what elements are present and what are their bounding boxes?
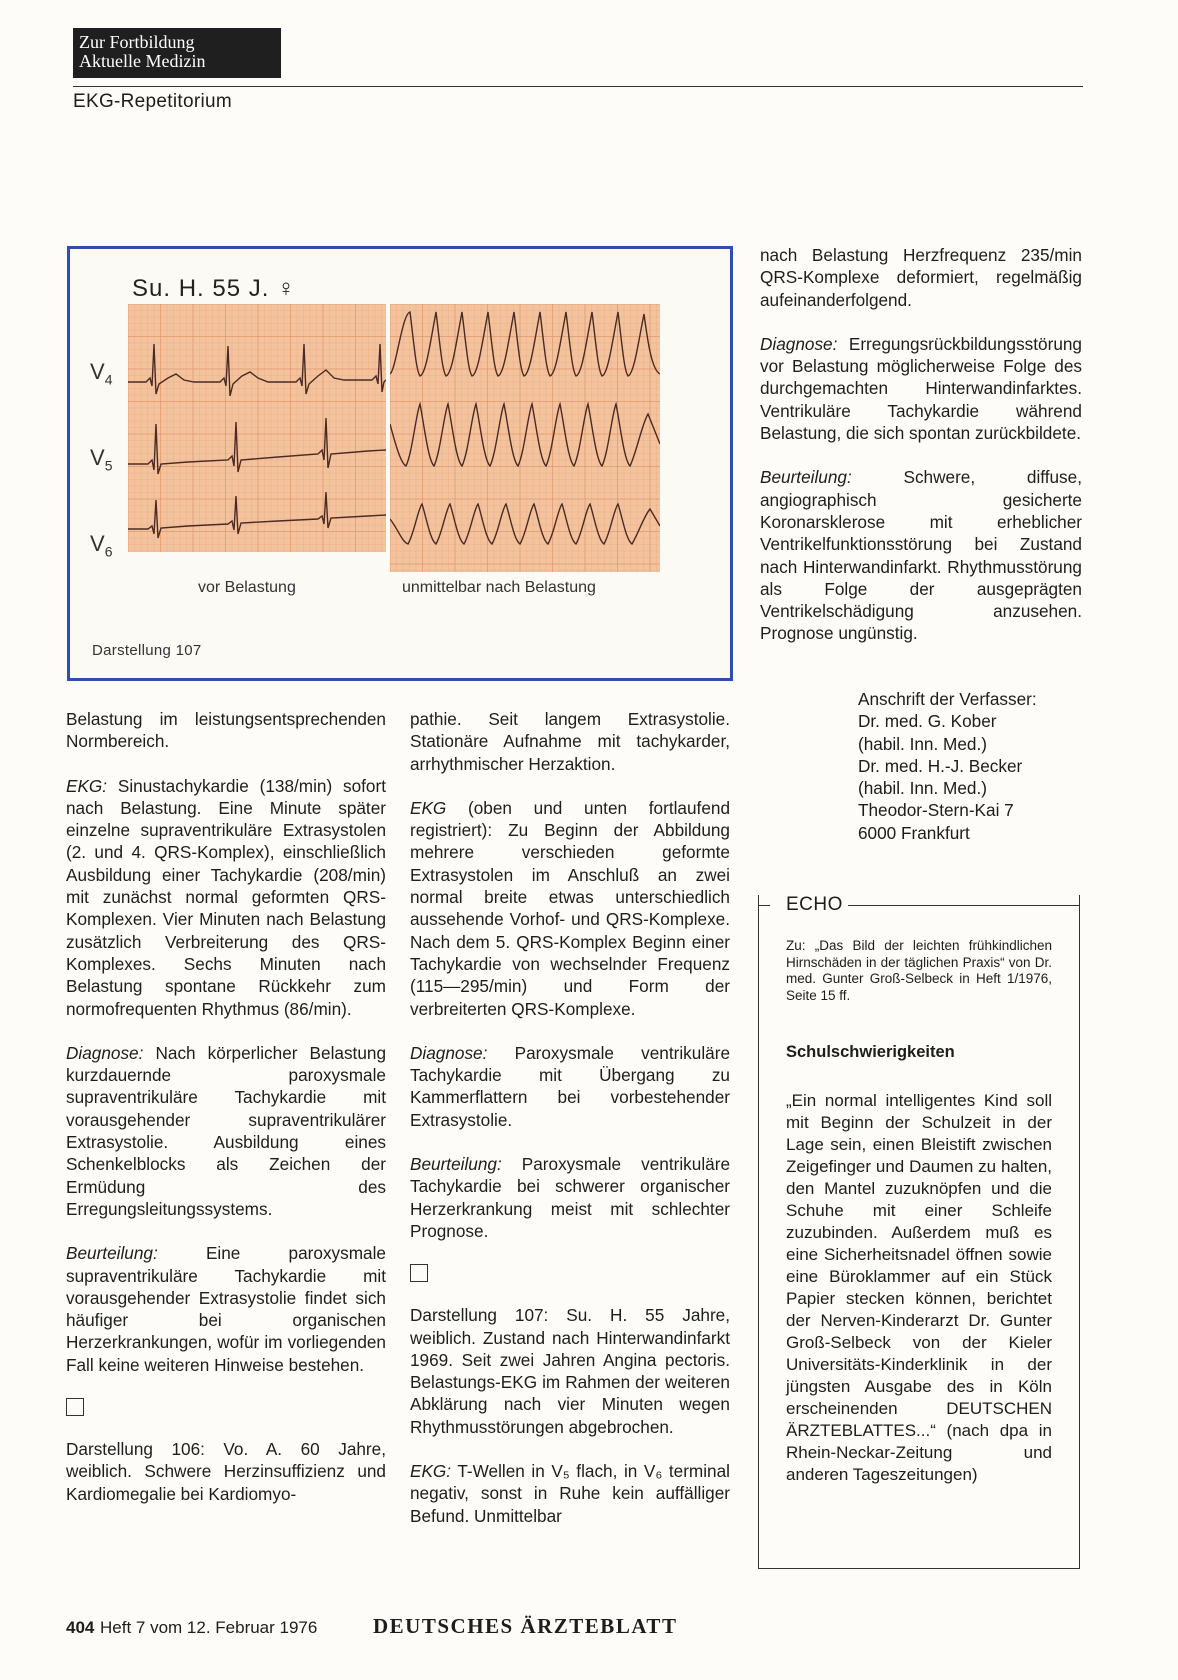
- lead-label-v5: $V_5$: [90, 445, 113, 474]
- address-line: Dr. med. H.-J. Becker: [858, 755, 1023, 776]
- col1-paragraph-darstellung-106: Darstellung 106: Vo. A. 60 Jahre, weiblich. Schwere Herzinsuffizienz und Kardiomegalie bei Kardiomyo-: [66, 1439, 386, 1504]
- text-column-1: [66, 708, 386, 1505]
- col2-paragraph-ekg: EKG (oben und unten fortlaufend registriert): Zu Beginn der Abbildung mehrere verschieden geformte Extrasystolen im Anschluß an zwei normal breite etwas unterschiedlich aussehende Vorhof- und QRS-Komplexe. Nach dem 5. QRS-Komplex Beginn einer Tachykardie von wechselnder Frequenz (115—295/min) und Form der verbreiterten QRS-Komplexe.: [410, 797, 730, 1019]
- lead-label-v6: $V_6$: [90, 531, 113, 560]
- label-diagnose: Diagnose:: [760, 333, 838, 354]
- section-line-2: Aktuelle Medizin: [79, 51, 206, 71]
- label-ekg: EKG: [410, 797, 447, 818]
- col3-paragraph-diagnose: Diagnose: Erregungsrückbildungsstörung vor Belastung möglicherweise Folge des durchgemachten Hinterwandinfarktes. Ventrikuläre Tachykardie während Belastung, die sich spontan zurückbildete.: [760, 333, 1082, 444]
- echo-box-top-rule: [758, 905, 770, 906]
- caption-before-exercise: vor Belastung: [198, 579, 296, 596]
- col2-paragraph-darstellung-107: Darstellung 107: Su. H. 55 Jahre, weiblich. Zustand nach Hinterwandinfarkt 1969. Seit zwei Jahren Angina pectoris. Belastungs-EKG im Rahmen der weiteren Abklärung nach vier Minuten wegen Rhythmusstörungen abgebrochen.: [410, 1305, 730, 1437]
- label-ekg: EKG:: [66, 775, 108, 796]
- author-address: [858, 688, 1037, 844]
- address-heading: Anschrift der Verfasser:: [858, 689, 1037, 709]
- text-column-2: [410, 708, 730, 1527]
- label-beurteilung: Beurteilung:: [760, 467, 852, 488]
- address-line: Dr. med. G. Kober: [858, 711, 997, 732]
- section-label: [73, 28, 281, 78]
- ecg-figure: [67, 246, 733, 681]
- address-line: (habil. Inn. Med.): [858, 778, 987, 799]
- issue-info: Heft 7 vom 12. Februar 1976: [100, 1618, 318, 1637]
- header-rule: [73, 86, 1083, 87]
- col1-paragraph-beurteilung: Beurteilung: Eine paroxysmale supraventrikuläre Tachykardie mit vorausgehender Extrasystolie findet sich häufiger bei organischen Herzerkrankungen, wofür im vorliegenden Fall keine weiteren Hinweise bestehen.: [66, 1243, 386, 1375]
- section-end-square: [66, 1398, 84, 1416]
- col1-paragraph-1: Belastung im leistungsentsprechenden Normbereich.: [66, 709, 386, 752]
- col1-paragraph-diagnose: Diagnose: Nach körperlicher Belastung kurzdauernde paroxysmale supraventrikuläre Tachykardie mit vorausgehender supraventrikulärer Extrasystolie. Ausbildung eines Schenkelblocks als Zeichen der Ermüdung des Erregungsleitungssystems.: [66, 1042, 386, 1219]
- journal-name: DEUTSCHES ÄRZTEBLATT: [373, 1614, 678, 1638]
- label-beurteilung: Beurteilung:: [410, 1154, 502, 1175]
- col3-paragraph-beurteilung: Beurteilung: Schwere, diffuse, angiographisch gesicherte Koronarsklerose mit erheblicher Ventrikelfunktionsstörung bei Zustand nach Hinterwandinfarkt. Rhythmusstörung als Folge der ausgeprägten Ventrikelschädigung anzusehen. Prognose ungünstig.: [760, 467, 1082, 644]
- figure-caption: Darstellung 107: [92, 642, 202, 659]
- col2-paragraph-1: pathie. Seit langem Extrasystolie. Stationäre Aufnahme mit tachykarder, arrhythmischer Herzaktion.: [410, 709, 730, 774]
- echo-reference: Zu: „Das Bild der leichten frühkindlichen Hirnschäden in der täglichen Praxis“ von Dr. med. Gunter Groß-Selbeck in Heft 1/1976, Seite 15 ff.: [786, 938, 1052, 1003]
- echo-title: ECHO: [786, 894, 843, 915]
- caption-after-exercise: unmittelbar nach Belastung: [402, 579, 596, 596]
- ecg-strip-before-exercise: [128, 304, 386, 552]
- col1-paragraph-ekg: EKG: Sinustachykardie (138/min) sofort nach Belastung. Eine Minute später einzelne supraventrikuläre Extrasystolen (2. und 4. QRS-Komplex), einschließlich Ausbildung einer Tachykardie (208/min) mit zunächst normal geformten QRS-Komplexen. Vier Minuten nach Belastung zusätzlich Verbreiterung des QRS-Komplexes. Sechs Minuten nach Belastung spontane Rückkehr zum normofrequenten Rhythmus (86/min).: [66, 775, 386, 1019]
- text-column-3: [760, 244, 1082, 645]
- echo-body: „Ein normal intelligentes Kind soll mit Beginn der Schulzeit in der Lage sein, einen Bleistift zwischen Zeigefinger und Daumen zu halten, den Mantel zuzuknöpfen und die Schuhe mit einer Schleife zuzubinden. Außerdem muß es eine Sicherheitsnadel öffnen sowie eine Büroklammer auf ein Stück Papier stecken können, berichtet der Nerven-Kinderarzt Dr. Gunter Groß-Selbeck von der Kieler Universitäts-Kinderklinik in der jüngsten Ausgabe des in Köln erscheinenden DEUTSCHEN ÄRZTEBLATTES...“ (nach dpa in Rhein-Neckar-Zeitung und anderen Tageszeitungen): [786, 1091, 1052, 1484]
- address-line: (habil. Inn. Med.): [858, 733, 987, 754]
- echo-heading: Schulschwierigkeiten: [786, 1043, 955, 1061]
- label-diagnose: Diagnose:: [410, 1042, 488, 1063]
- ecg-strip-after-exercise: [390, 304, 660, 572]
- label-ekg: EKG:: [410, 1461, 452, 1482]
- figure-patient-label: Su. H. 55 J. ♀: [132, 275, 297, 302]
- page-number: 404: [66, 1618, 95, 1637]
- lead-label-v4: $V_4$: [90, 359, 113, 388]
- address-line: Theodor-Stern-Kai 7: [858, 800, 1014, 821]
- label-beurteilung: Beurteilung:: [66, 1243, 158, 1264]
- section-end-square: [410, 1264, 428, 1282]
- page-subtitle: EKG-Repetitorium: [73, 91, 232, 112]
- label-diagnose: Diagnose:: [66, 1042, 144, 1063]
- col2-paragraph-diagnose: Diagnose: Paroxysmale ventrikuläre Tachykardie mit Übergang zu Kammerflattern bei vorbestehender Extrasystolie.: [410, 1042, 730, 1130]
- section-line-1: Zur Fortbildung: [79, 32, 195, 52]
- address-line: 6000 Frankfurt: [858, 822, 970, 843]
- col3-paragraph-1: nach Belastung Herzfrequenz 235/min QRS-Komplexe deformiert, regelmäßig aufeinanderfolgend.: [760, 245, 1082, 310]
- echo-box-top-rule: [848, 905, 1080, 906]
- col2-paragraph-ekg-107: EKG: T-Wellen in V₅ flach, in V₆ terminal negativ, sonst in Ruhe kein auffälliger Befund. Unmittelbar: [410, 1461, 730, 1526]
- col2-paragraph-beurteilung: Beurteilung: Paroxysmale ventrikuläre Tachykardie bei schwerer organischer Herzerkrankung meist mit schlechter Prognose.: [410, 1154, 730, 1241]
